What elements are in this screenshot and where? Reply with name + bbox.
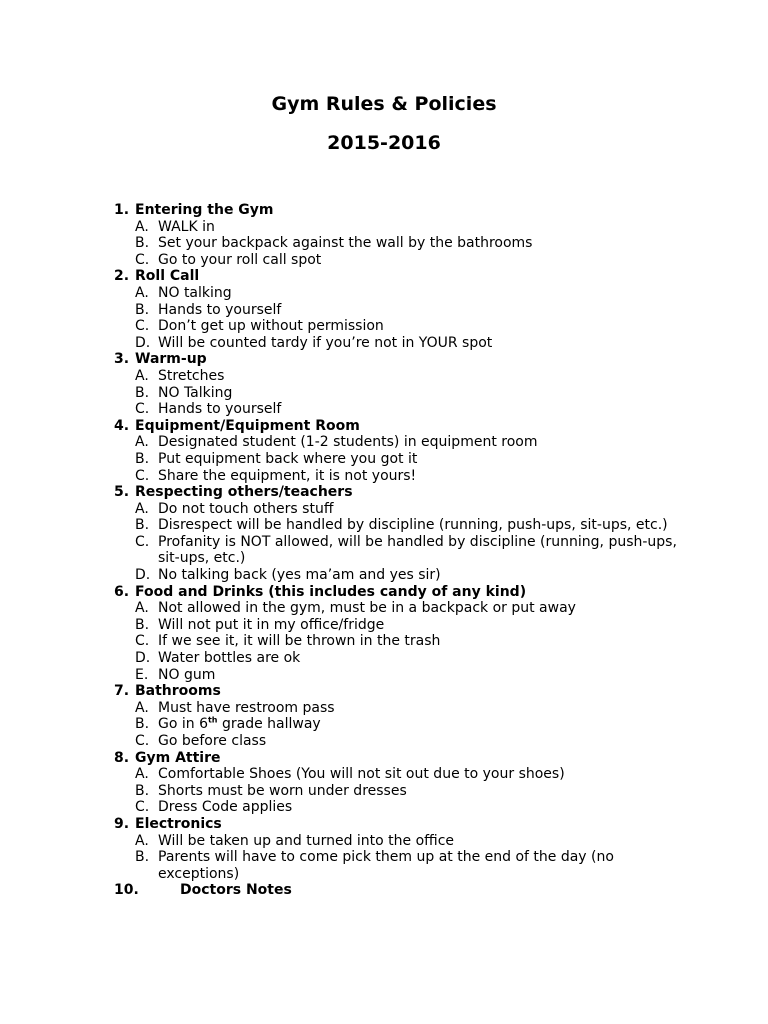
list-item: [0, 302, 768, 319]
list-item: [0, 849, 768, 882]
section-number: 5.: [114, 484, 130, 501]
item-text: Will be counted tardy if you’re not in YOUR spot: [158, 334, 493, 351]
section-number: 9.: [114, 815, 130, 832]
item-letter: B.: [135, 716, 150, 733]
item-text-part: Go in 6: [158, 716, 208, 733]
list-item: [0, 468, 768, 485]
item-letter: A.: [135, 284, 149, 301]
section-heading: [0, 816, 768, 833]
list-item: [0, 335, 768, 352]
item-letter: C.: [135, 318, 150, 335]
section-number: 6.: [114, 583, 130, 600]
list-item: [0, 219, 768, 236]
item-text: Go before class: [158, 733, 267, 749]
section-number: 2.: [114, 268, 130, 285]
list-item: [0, 799, 768, 816]
list-item: [0, 600, 768, 617]
item-text: Don’t get up without permission: [158, 318, 384, 335]
section-title: Gym Attire: [135, 749, 221, 766]
item-letter: B.: [135, 301, 150, 318]
item-letter: C.: [135, 733, 150, 749]
list-item: [0, 833, 768, 850]
section-heading: [0, 351, 768, 368]
list-item: [0, 716, 768, 733]
item-text: Hands to yourself: [158, 401, 282, 418]
list-item: [0, 633, 768, 650]
item-letter: A.: [135, 367, 149, 384]
section-number: 4.: [114, 417, 130, 434]
item-letter: D.: [135, 334, 151, 351]
item-text: Not allowed in the gym, must be in a backpack or put away: [158, 600, 576, 617]
section-number: 10.: [114, 882, 139, 899]
item-text: Disrespect will be handled by discipline (running, push-ups, sit-ups, etc.): [158, 517, 668, 534]
item-text: Comfortable Shoes (You will not sit out due to your shoes): [158, 766, 565, 783]
item-letter: C.: [135, 467, 150, 484]
item-letter: A.: [135, 218, 149, 235]
item-text: [158, 716, 321, 733]
item-letter: B.: [135, 849, 150, 866]
item-letter: B.: [135, 384, 150, 401]
list-item: [0, 667, 768, 684]
section-heading: [0, 882, 768, 899]
item-text: Water bottles are ok: [158, 650, 301, 667]
section-title: Warm-up: [135, 351, 207, 368]
item-text: Will be taken up and turned into the office: [158, 832, 455, 849]
item-text: Will not put it in my office/fridge: [158, 616, 385, 633]
item-letter: B.: [135, 782, 150, 799]
item-letter: C.: [135, 401, 150, 418]
item-letter: C.: [135, 251, 150, 268]
rules-list: [0, 202, 768, 899]
list-item: [0, 567, 768, 584]
section-title: Roll Call: [135, 268, 200, 285]
list-item: [0, 401, 768, 418]
item-text: Go to your roll call spot: [158, 251, 322, 268]
item-text: No talking back (yes ma’am and yes sir): [158, 567, 441, 584]
item-text-part: grade hallway: [217, 716, 321, 733]
document-year: 2015-2016: [327, 132, 441, 154]
list-item: [0, 733, 768, 750]
section-title: Food and Drinks (this includes candy of any kind): [135, 583, 527, 600]
item-letter: A.: [135, 699, 149, 716]
item-letter: A.: [135, 500, 149, 517]
ordinal-superscript: th: [207, 715, 218, 725]
section-heading: [0, 268, 768, 285]
list-item: [0, 783, 768, 800]
section-heading: [0, 683, 768, 700]
list-item: [0, 766, 768, 783]
item-text: Put equipment back where you got it: [158, 450, 418, 467]
section-title: Electronics: [135, 815, 222, 832]
item-letter: B.: [135, 235, 150, 252]
item-text: Set your backpack against the wall by the bathrooms: [158, 235, 533, 252]
list-item: [0, 501, 768, 518]
item-text: Must have restroom pass: [158, 699, 335, 716]
list-item: [0, 368, 768, 385]
item-text: Designated student (1-2 students) in equipment room: [158, 434, 538, 451]
item-letter: B.: [135, 517, 150, 534]
item-letter: A.: [135, 434, 149, 451]
item-text: Profanity is NOT allowed, will be handled by discipline (running, push-ups, sit-ups, etc.): [158, 533, 677, 567]
item-text: Do not touch others stuff: [158, 500, 334, 517]
section-heading: [0, 484, 768, 501]
section-number: 7.: [114, 683, 130, 700]
item-text: NO Talking: [158, 384, 233, 401]
item-text: NO gum: [158, 666, 216, 683]
section-title: Doctors Notes: [180, 882, 292, 899]
section-number: 3.: [114, 351, 130, 368]
item-text: Parents will have to come pick them up at the end of the day (no exceptions): [158, 849, 614, 882]
item-letter: D.: [135, 650, 151, 667]
item-text: Share the equipment, it is not yours!: [158, 467, 417, 484]
section-title: Equipment/Equipment Room: [135, 417, 360, 434]
section-number: 1.: [114, 202, 130, 218]
item-letter: A.: [135, 766, 149, 783]
item-letter: B.: [135, 450, 150, 467]
section-heading: [0, 418, 768, 435]
item-letter: A.: [135, 832, 149, 849]
list-item: [0, 650, 768, 667]
section-heading: [0, 202, 768, 219]
item-letter: C.: [135, 533, 150, 550]
section-heading: [0, 750, 768, 767]
list-item: [0, 285, 768, 302]
list-item: [0, 451, 768, 468]
list-item: [0, 235, 768, 252]
item-letter: E.: [135, 666, 149, 683]
item-letter: C.: [135, 633, 150, 650]
list-item: [0, 318, 768, 335]
document-title: Gym Rules & Policies: [271, 93, 497, 115]
item-letter: B.: [135, 616, 150, 633]
item-text: Shorts must be worn under dresses: [158, 782, 407, 799]
item-text: WALK in: [158, 218, 215, 235]
item-text: NO talking: [158, 284, 232, 301]
list-item: [0, 700, 768, 717]
section-number: 8.: [114, 749, 130, 766]
item-letter: C.: [135, 799, 150, 816]
section-title: Respecting others/teachers: [135, 484, 353, 501]
section-title: Bathrooms: [135, 683, 221, 700]
item-text: Dress Code applies: [158, 799, 293, 816]
item-text: Hands to yourself: [158, 301, 282, 318]
list-item: [0, 517, 768, 534]
item-letter: A.: [135, 600, 149, 617]
item-letter: D.: [135, 567, 151, 584]
list-item: [0, 385, 768, 402]
list-item: [0, 434, 768, 451]
list-item: [0, 252, 768, 269]
section-heading: [0, 584, 768, 601]
list-item: [0, 534, 768, 567]
list-item: [0, 617, 768, 634]
item-text: If we see it, it will be thrown in the trash: [158, 633, 441, 650]
section-title: Entering the Gym: [135, 202, 274, 218]
item-text: Stretches: [158, 367, 225, 384]
